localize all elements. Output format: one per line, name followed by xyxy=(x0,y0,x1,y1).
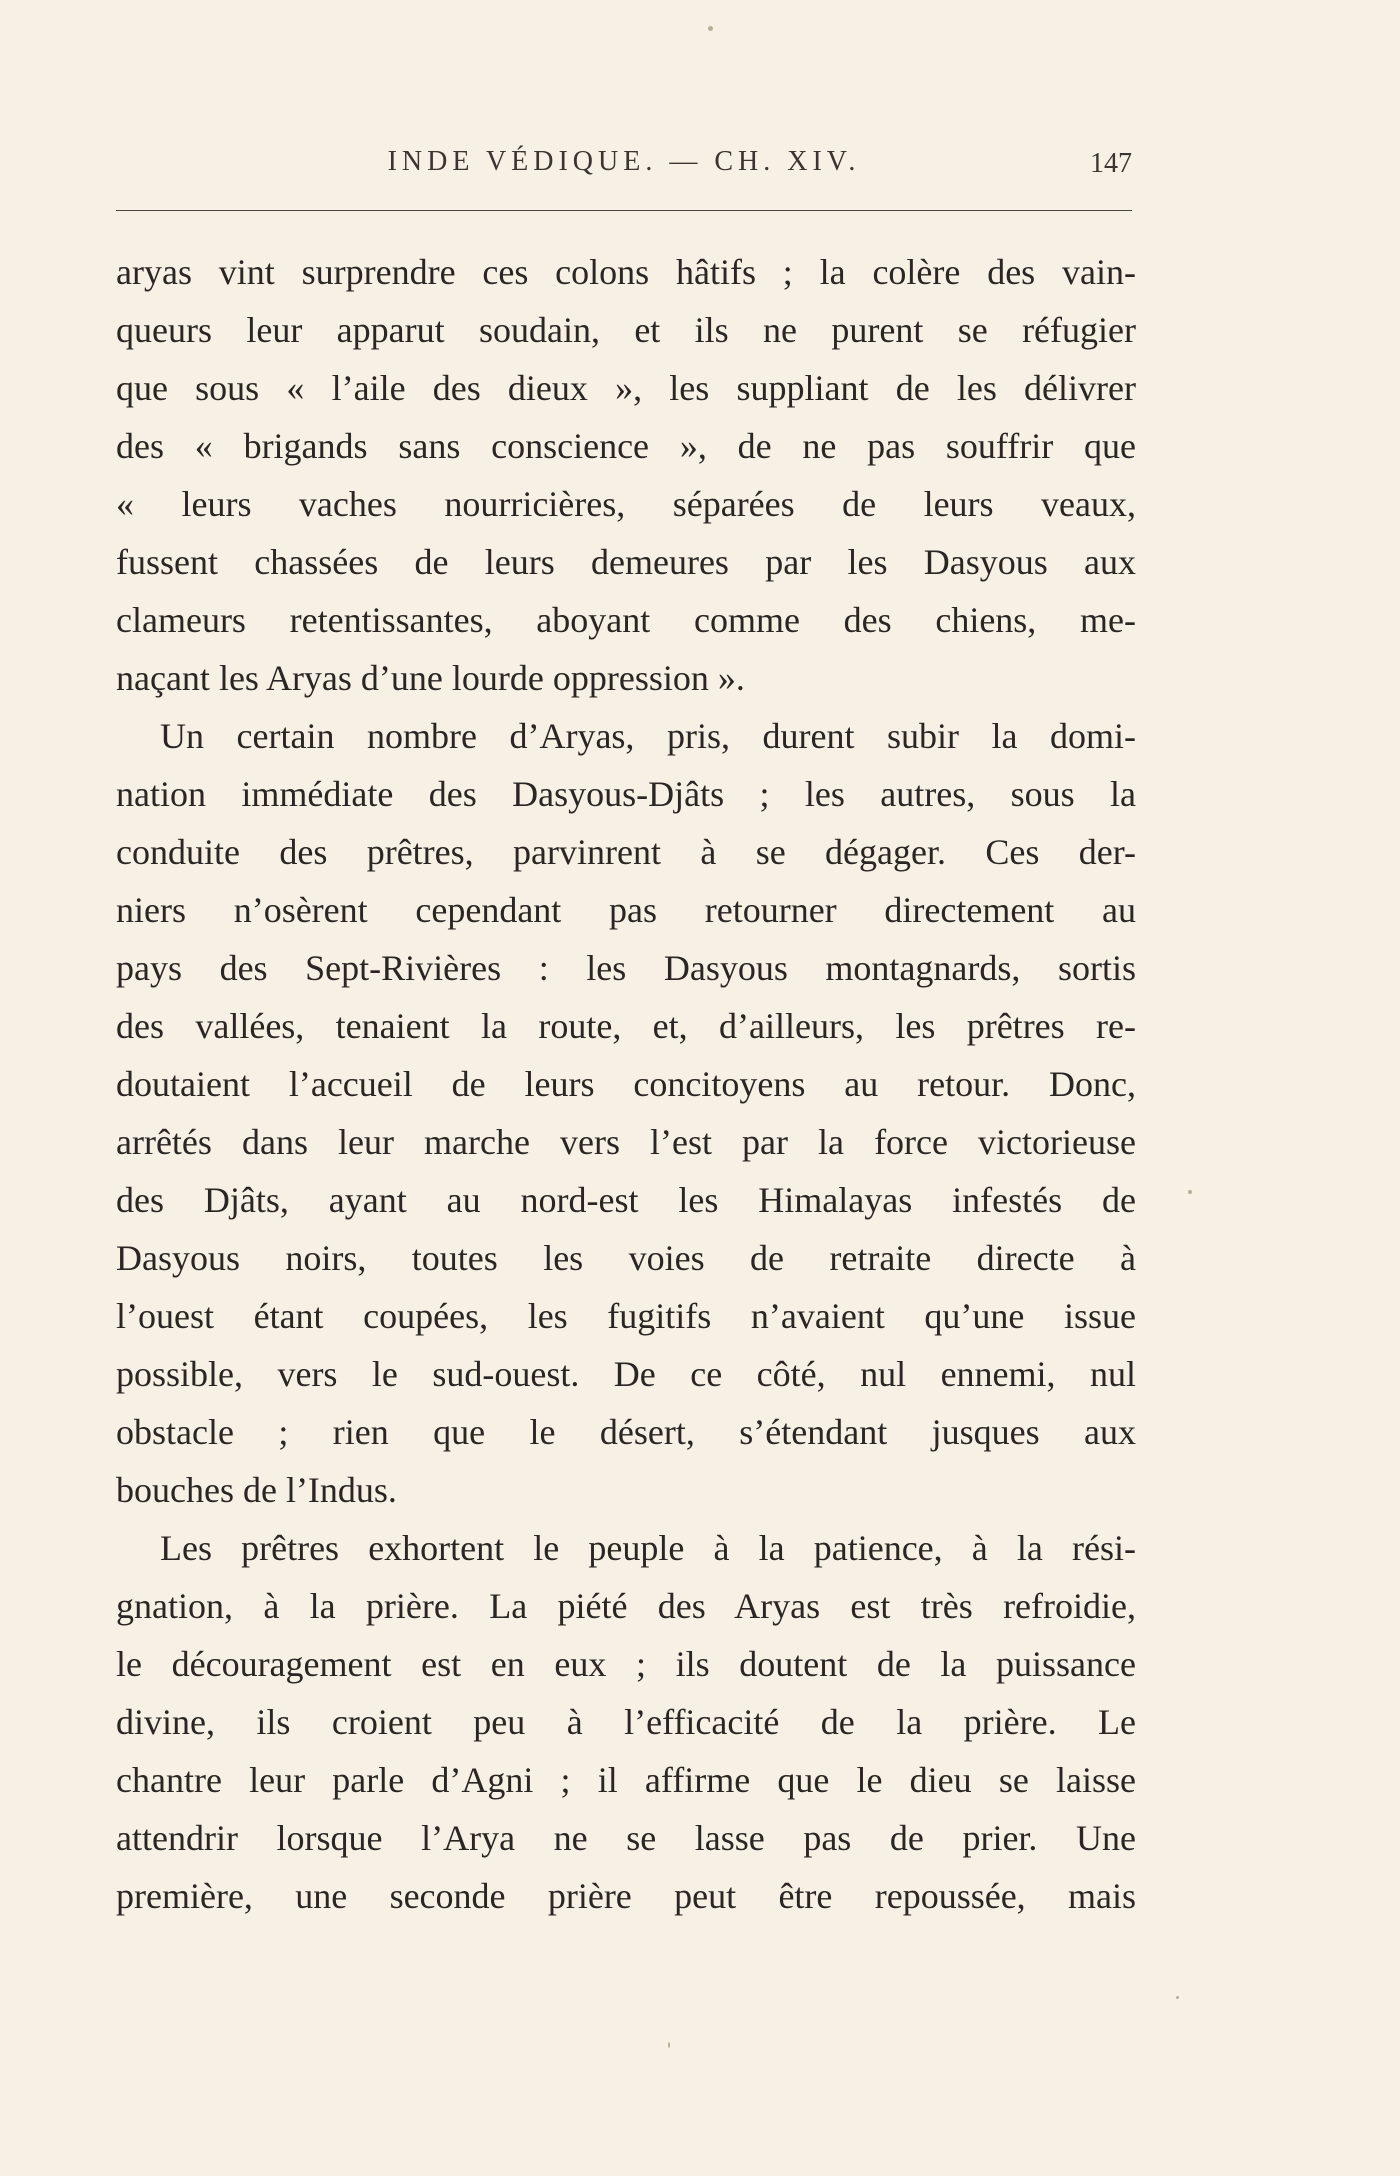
text-line: Un certain nombre d’Aryas, pris, durent subir la domi- xyxy=(160,716,1136,756)
text-line: obstacle ; rien que le désert, s’étendant jusques aux xyxy=(116,1412,1136,1452)
paper-speck xyxy=(1176,1996,1179,1999)
text-line: des Djâts, ayant au nord-est les Himalayas infestés de xyxy=(116,1180,1136,1220)
text-line: des « brigands sans conscience », de ne pas souffrir que xyxy=(116,426,1136,466)
text-line: première, une seconde prière peut être repoussée, mais xyxy=(116,1876,1136,1916)
text-line: fussent chassées de leurs demeures par les Dasyous aux xyxy=(116,542,1136,582)
text-line: attendrir lorsque l’Arya ne se lasse pas de prier. Une xyxy=(116,1818,1136,1858)
text-line: chantre leur parle d’Agni ; il affirme que le dieu se laisse xyxy=(116,1760,1136,1800)
text-line: naçant les Aryas d’une lourde oppression ». xyxy=(116,658,745,698)
text-line: que sous « l’aile des dieux », les suppliant de les délivrer xyxy=(116,368,1136,408)
text-line: clameurs retentissantes, aboyant comme des chiens, me- xyxy=(116,600,1136,640)
text-line: queurs leur apparut soudain, et ils ne purent se réfugier xyxy=(116,310,1136,350)
text-line: l’ouest étant coupées, les fugitifs n’avaient qu’une issue xyxy=(116,1296,1136,1336)
text-line: nation immédiate des Dasyous-Djâts ; les autres, sous la xyxy=(116,774,1136,814)
page-number: 147 xyxy=(1090,148,1132,179)
page-header xyxy=(116,140,1132,186)
header-rule xyxy=(116,210,1132,211)
text-line: doutaient l’accueil de leurs concitoyens au retour. Donc, xyxy=(116,1064,1136,1104)
text-line: Les prêtres exhortent le peuple à la patience, à la rési- xyxy=(160,1528,1136,1568)
text-line: pays des Sept-Rivières : les Dasyous montagnards, sortis xyxy=(116,948,1136,988)
text-line: gnation, à la prière. La piété des Aryas est très refroidie, xyxy=(116,1586,1136,1626)
text-line: aryas vint surprendre ces colons hâtifs ; la colère des vain- xyxy=(116,252,1136,292)
paper-speck xyxy=(1188,1190,1192,1194)
text-line: niers n’osèrent cependant pas retourner directement au xyxy=(116,890,1136,930)
text-line: arrêtés dans leur marche vers l’est par la force victorieuse xyxy=(116,1122,1136,1162)
paper-speck xyxy=(668,2042,670,2048)
text-line: bouches de l’Indus. xyxy=(116,1470,397,1510)
running-head: INDE VÉDIQUE. — CH. XIV. xyxy=(387,146,861,177)
text-line: des vallées, tenaient la route, et, d’ailleurs, les prêtres re- xyxy=(116,1006,1136,1046)
text-line: possible, vers le sud-ouest. De ce côté, nul ennemi, nul xyxy=(116,1354,1136,1394)
text-line: conduite des prêtres, parvinrent à se dégager. Ces der- xyxy=(116,832,1136,872)
text-line: Dasyous noirs, toutes les voies de retraite directe à xyxy=(116,1238,1136,1278)
text-line: « leurs vaches nourricières, séparées de leurs veaux, xyxy=(116,484,1136,524)
text-line: le découragement est en eux ; ils doutent de la puissance xyxy=(116,1644,1136,1684)
paper-speck xyxy=(708,26,713,31)
body-text xyxy=(116,243,1136,1925)
text-line: divine, ils croient peu à l’efficacité de la prière. Le xyxy=(116,1702,1136,1742)
